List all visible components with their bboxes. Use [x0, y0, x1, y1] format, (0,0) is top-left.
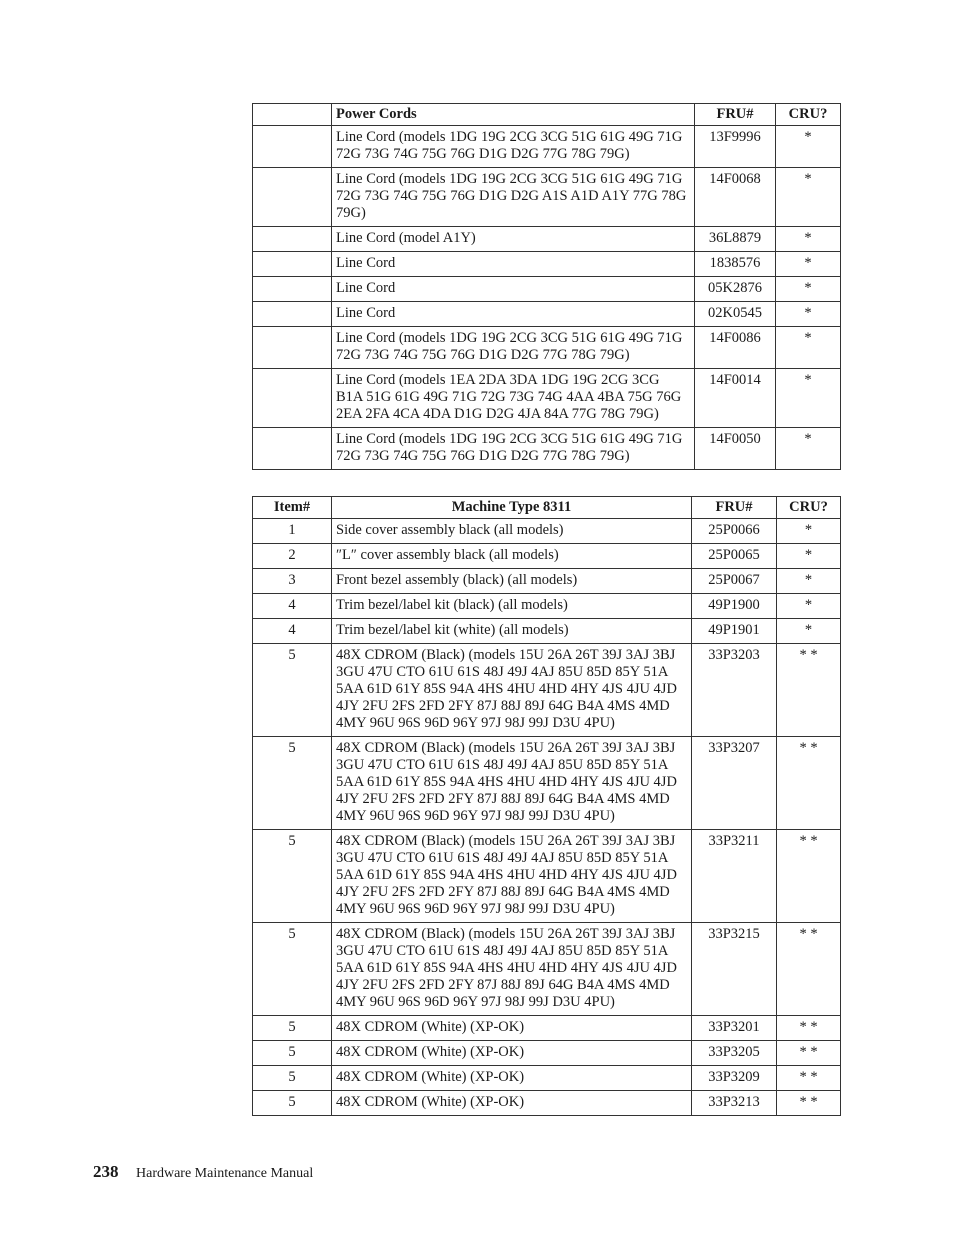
cell-fru: 49P1900	[692, 594, 777, 619]
cell-description: ″L″ cover assembly black (all models)	[332, 544, 692, 569]
cell-item: 4	[253, 619, 332, 644]
cell-item	[253, 428, 332, 470]
table-row	[253, 428, 841, 470]
cell-description: Line Cord (models 1DG 19G 2CG 3CG 51G 61G 49G 71G 72G 73G 74G 75G 76G D1G D2G 77G 78G 79G)	[332, 428, 695, 470]
table-row	[253, 737, 841, 830]
cell-item: 5	[253, 737, 332, 830]
table-row	[253, 126, 841, 168]
cell-item	[253, 277, 332, 302]
cell-description: Line Cord	[332, 252, 695, 277]
cell-fru: 33P3203	[692, 644, 777, 737]
cell-fru: 25P0067	[692, 569, 777, 594]
cell-cru: *	[776, 277, 841, 302]
cell-description: Line Cord (model A1Y)	[332, 227, 695, 252]
cell-fru: 33P3207	[692, 737, 777, 830]
cell-fru: 33P3211	[692, 830, 777, 923]
cell-cru: *	[776, 327, 841, 369]
header-description: Machine Type 8311	[332, 497, 692, 519]
cell-description: Line Cord (models 1EA 2DA 3DA 1DG 19G 2CG 3CG B1A 51G 61G 49G 71G 72G 73G 74G 4AA 4BA 75G 76G 2EA 2FA 4CA 4DA D1G D2G 4JA 84A 77G 78G 79G)	[332, 369, 695, 428]
cell-item: 1	[253, 519, 332, 544]
cell-fru: 14F0050	[695, 428, 776, 470]
cell-cru: *	[777, 544, 841, 569]
cell-item: 5	[253, 1091, 332, 1116]
table-row	[253, 1066, 841, 1091]
cell-cru: * *	[777, 1041, 841, 1066]
cell-cru: *	[777, 619, 841, 644]
cell-cru: * *	[777, 737, 841, 830]
cell-fru: 33P3215	[692, 923, 777, 1016]
cell-fru: 33P3205	[692, 1041, 777, 1066]
cell-cru: *	[776, 302, 841, 327]
cell-fru: 25P0066	[692, 519, 777, 544]
cell-description: Line Cord	[332, 277, 695, 302]
machine-type-table-body	[253, 519, 841, 1116]
cell-item: 2	[253, 544, 332, 569]
table-row	[253, 327, 841, 369]
table-header-row	[253, 497, 841, 519]
cell-fru: 05K2876	[695, 277, 776, 302]
table-row	[253, 302, 841, 327]
cell-description: 48X CDROM (Black) (models 15U 26A 26T 39J 3AJ 3BJ 3GU 47U CTO 61U 61S 48J 49J 4AJ 85U 85D 85Y 51A 5AA 61D 61Y 85S 94A 4HS 4HU 4HD 4HY 4JS 4JU 4JD 4JY 2FU 2FS 2FD 2FY 87J 88J 89J 64G B4A 4MS 4MD 4MY 96U 96S 96D 96Y 97J 98J 99J D3U 4PU)	[332, 644, 692, 737]
power-cords-table	[252, 103, 841, 470]
cell-description: Side cover assembly black (all models)	[332, 519, 692, 544]
cell-description: Front bezel assembly (black) (all models)	[332, 569, 692, 594]
cell-fru: 14F0086	[695, 327, 776, 369]
table-row	[253, 252, 841, 277]
cell-description: 48X CDROM (White) (XP-OK)	[332, 1041, 692, 1066]
cell-description: Line Cord (models 1DG 19G 2CG 3CG 51G 61G 49G 71G 72G 73G 74G 75G 76G D1G D2G A1S A1D A1Y 77G 78G 79G)	[332, 168, 695, 227]
cell-item: 5	[253, 644, 332, 737]
cell-fru: 25P0065	[692, 544, 777, 569]
cell-cru: *	[777, 594, 841, 619]
cell-description: 48X CDROM (Black) (models 15U 26A 26T 39J 3AJ 3BJ 3GU 47U CTO 61U 61S 48J 49J 4AJ 85U 85D 85Y 51A 5AA 61D 61Y 85S 94A 4HS 4HU 4HD 4HY 4JS 4JU 4JD 4JY 2FU 2FS 2FD 2FY 87J 88J 89J 64G B4A 4MS 4MD 4MY 96U 96S 96D 96Y 97J 98J 99J D3U 4PU)	[332, 737, 692, 830]
table-row	[253, 1091, 841, 1116]
cell-cru: *	[776, 227, 841, 252]
header-cru: CRU?	[776, 104, 841, 126]
cell-description: 48X CDROM (White) (XP-OK)	[332, 1066, 692, 1091]
cell-description: Line Cord (models 1DG 19G 2CG 3CG 51G 61G 49G 71G 72G 73G 74G 75G 76G D1G D2G 77G 78G 79G)	[332, 327, 695, 369]
cell-fru: 1838576	[695, 252, 776, 277]
page-footer	[93, 1162, 313, 1182]
cell-fru: 13F9996	[695, 126, 776, 168]
cell-cru: *	[776, 369, 841, 428]
cell-description: 48X CDROM (White) (XP-OK)	[332, 1016, 692, 1041]
cell-item: 5	[253, 1041, 332, 1066]
table-row	[253, 519, 841, 544]
table-row	[253, 594, 841, 619]
cell-item: 4	[253, 594, 332, 619]
cell-item	[253, 369, 332, 428]
cell-description: Line Cord (models 1DG 19G 2CG 3CG 51G 61G 49G 71G 72G 73G 74G 75G 76G D1G D2G 77G 78G 79G)	[332, 126, 695, 168]
machine-type-table	[252, 496, 841, 1116]
table-row	[253, 227, 841, 252]
cell-cru: * *	[777, 830, 841, 923]
cell-description: Trim bezel/label kit (white) (all models)	[332, 619, 692, 644]
cell-description: Line Cord	[332, 302, 695, 327]
table-row	[253, 277, 841, 302]
cell-item	[253, 168, 332, 227]
cell-description: 48X CDROM (Black) (models 15U 26A 26T 39J 3AJ 3BJ 3GU 47U CTO 61U 61S 48J 49J 4AJ 85U 85D 85Y 51A 5AA 61D 61Y 85S 94A 4HS 4HU 4HD 4HY 4JS 4JU 4JD 4JY 2FU 2FS 2FD 2FY 87J 88J 89J 64G B4A 4MS 4MD 4MY 96U 96S 96D 96Y 97J 98J 99J D3U 4PU)	[332, 923, 692, 1016]
cell-fru: 49P1901	[692, 619, 777, 644]
cell-item	[253, 252, 332, 277]
cell-cru: * *	[777, 644, 841, 737]
cell-fru: 14F0014	[695, 369, 776, 428]
table-header-row	[253, 104, 841, 126]
cell-cru: * *	[777, 923, 841, 1016]
table-row	[253, 1041, 841, 1066]
header-fru: FRU#	[692, 497, 777, 519]
cell-cru: *	[777, 519, 841, 544]
cell-item: 3	[253, 569, 332, 594]
cell-cru: * *	[777, 1016, 841, 1041]
cell-fru: 14F0068	[695, 168, 776, 227]
cell-item: 5	[253, 830, 332, 923]
cell-fru: 36L8879	[695, 227, 776, 252]
table-row	[253, 544, 841, 569]
cell-item	[253, 302, 332, 327]
table-row	[253, 1016, 841, 1041]
cell-fru: 33P3209	[692, 1066, 777, 1091]
header-description: Power Cords	[332, 104, 695, 126]
cell-item	[253, 126, 332, 168]
cell-item: 5	[253, 1066, 332, 1091]
header-item: Item#	[253, 497, 332, 519]
table-row	[253, 923, 841, 1016]
cell-cru: *	[776, 252, 841, 277]
power-cords-table-body	[253, 126, 841, 470]
cell-cru: *	[776, 126, 841, 168]
header-fru: FRU#	[695, 104, 776, 126]
cell-item	[253, 227, 332, 252]
header-item	[253, 104, 332, 126]
page-number: 238	[93, 1162, 119, 1181]
table-row	[253, 644, 841, 737]
cell-fru: 02K0545	[695, 302, 776, 327]
table-row	[253, 168, 841, 227]
cell-item: 5	[253, 923, 332, 1016]
table-row	[253, 569, 841, 594]
table-row	[253, 369, 841, 428]
cell-description: 48X CDROM (White) (XP-OK)	[332, 1091, 692, 1116]
table-row	[253, 830, 841, 923]
cell-cru: *	[777, 569, 841, 594]
cell-cru: *	[776, 168, 841, 227]
manual-title: Hardware Maintenance Manual	[136, 1166, 314, 1181]
cell-cru: * *	[777, 1066, 841, 1091]
cell-cru: * *	[777, 1091, 841, 1116]
cell-fru: 33P3201	[692, 1016, 777, 1041]
cell-item	[253, 327, 332, 369]
table-row	[253, 619, 841, 644]
header-cru: CRU?	[777, 497, 841, 519]
cell-item: 5	[253, 1016, 332, 1041]
cell-description: 48X CDROM (Black) (models 15U 26A 26T 39J 3AJ 3BJ 3GU 47U CTO 61U 61S 48J 49J 4AJ 85U 85D 85Y 51A 5AA 61D 61Y 85S 94A 4HS 4HU 4HD 4HY 4JS 4JU 4JD 4JY 2FU 2FS 2FD 2FY 87J 88J 89J 64G B4A 4MS 4MD 4MY 96U 96S 96D 96Y 97J 98J 99J D3U 4PU)	[332, 830, 692, 923]
cell-description: Trim bezel/label kit (black) (all models)	[332, 594, 692, 619]
cell-fru: 33P3213	[692, 1091, 777, 1116]
cell-cru: *	[776, 428, 841, 470]
